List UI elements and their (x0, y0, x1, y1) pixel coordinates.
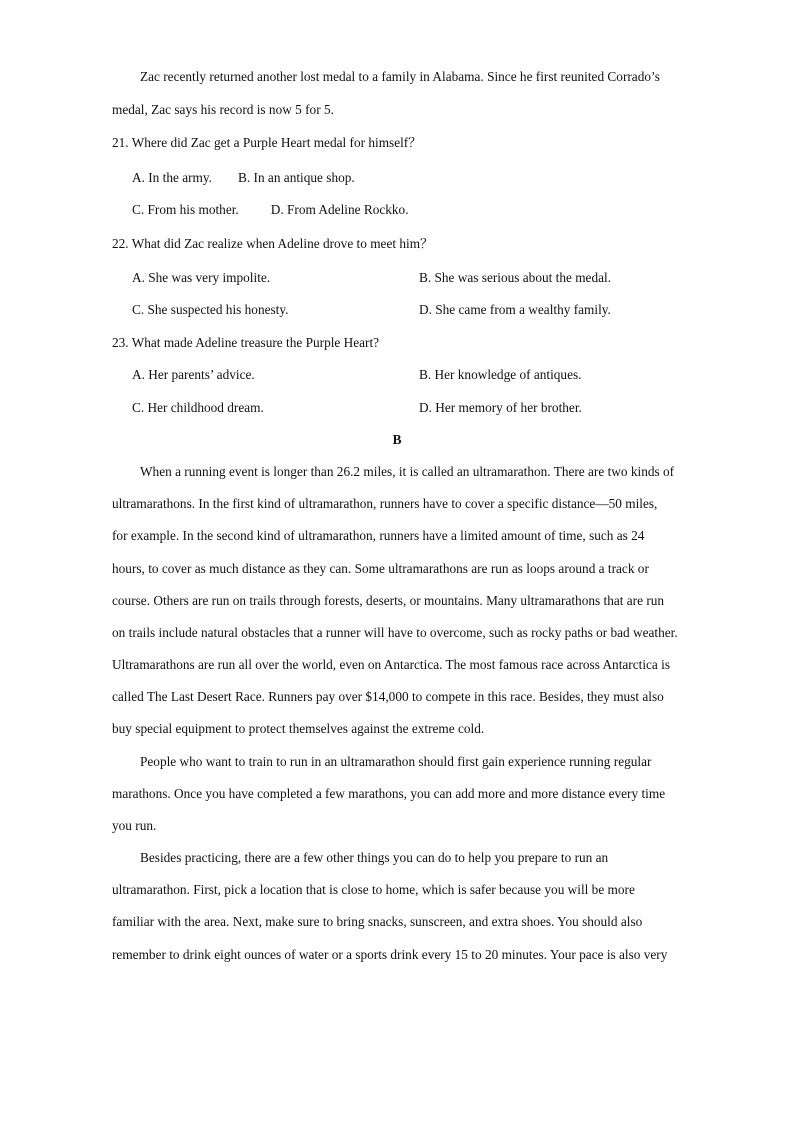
question-22-stem: 22. What did Zac realize when Adeline drove to meet him？ (112, 236, 434, 251)
passage-a-line-2: medal, Zac says his record is now 5 for 5. (112, 102, 334, 117)
question-23-option-a[interactable]: A. Her parents’ advice. (132, 367, 255, 382)
question-21-option-b[interactable]: B. In an antique shop. (238, 170, 355, 185)
question-21-option-a[interactable]: A. In the army. (132, 170, 213, 185)
body-line: hours, to cover as much distance as they can. Some ultramarathons are run as loops around a track or (112, 561, 649, 576)
question-22-option-c[interactable]: C. She suspected his honesty. (132, 302, 289, 317)
question-21-option-d[interactable]: D. From Adeline Rockko. (270, 202, 409, 217)
body-line: People who want to train to run in an ultramarathon should first gain experience running regular (140, 754, 652, 769)
body-line: When a running event is longer than 26.2 miles, it is called an ultramarathon. There are two kinds of (140, 464, 675, 479)
section-heading: B (392, 432, 402, 447)
body-line: ultramarathon. First, pick a location that is close to home, which is safer because you will be more (112, 882, 635, 897)
question-21-stem: 21. Where did Zac get a Purple Heart medal for himself？ (112, 135, 422, 150)
question-23-option-b[interactable]: B. Her knowledge of antiques. (419, 367, 582, 382)
question-22-option-d[interactable]: D. She came from a wealthy family. (419, 302, 611, 317)
body-line: Besides practicing, there are a few other things you can do to help you prepare to run an (140, 850, 609, 865)
body-line: you run. (112, 818, 157, 833)
body-line: course. Others are run on trails through forests, deserts, or mountains. Many ultramarathons that are run (112, 593, 665, 608)
body-line: on trails include natural obstacles that a runner will have to overcome, such as rocky paths or bad weather. (112, 625, 678, 640)
question-21-option-c[interactable]: C. From his mother. (132, 202, 239, 217)
question-21-options-row-1 (132, 169, 355, 187)
question-23-option-c[interactable]: C. Her childhood dream. (132, 400, 264, 415)
body-line: for example. In the second kind of ultramarathon, runners have a limited amount of time, such as 24 (112, 528, 645, 543)
body-line: familiar with the area. Next, make sure to bring snacks, sunscreen, and extra shoes. You should also (112, 914, 643, 929)
body-line: remember to drink eight ounces of water or a sports drink every 15 to 20 minutes. Your pace is also very (112, 947, 668, 962)
question-23-option-d[interactable]: D. Her memory of her brother. (419, 400, 582, 415)
body-line: Ultramarathons are run all over the world, even on Antarctica. The most famous race across Antarctica is (112, 657, 671, 672)
passage-a-line-1: Zac recently returned another lost medal to a family in Alabama. Since he first reunited Corrado’s (140, 69, 660, 84)
body-line: called The Last Desert Race. Runners pay over $14,000 to compete in this race. Besides, they must also (112, 689, 664, 704)
body-line: marathons. Once you have completed a few marathons, you can add more and more distance every time (112, 786, 666, 801)
question-22-option-a[interactable]: A. She was very impolite. (132, 270, 271, 285)
body-line: buy special equipment to protect themselves against the extreme cold. (112, 721, 485, 736)
body-line: ultramarathons. In the first kind of ultramarathon, runners have to cover a specific distance—50 miles, (112, 496, 658, 511)
question-23-stem: 23. What made Adeline treasure the Purple Heart? (112, 335, 380, 350)
question-22-option-b[interactable]: B. She was serious about the medal. (419, 270, 612, 285)
question-21-options-row-2 (132, 201, 409, 219)
